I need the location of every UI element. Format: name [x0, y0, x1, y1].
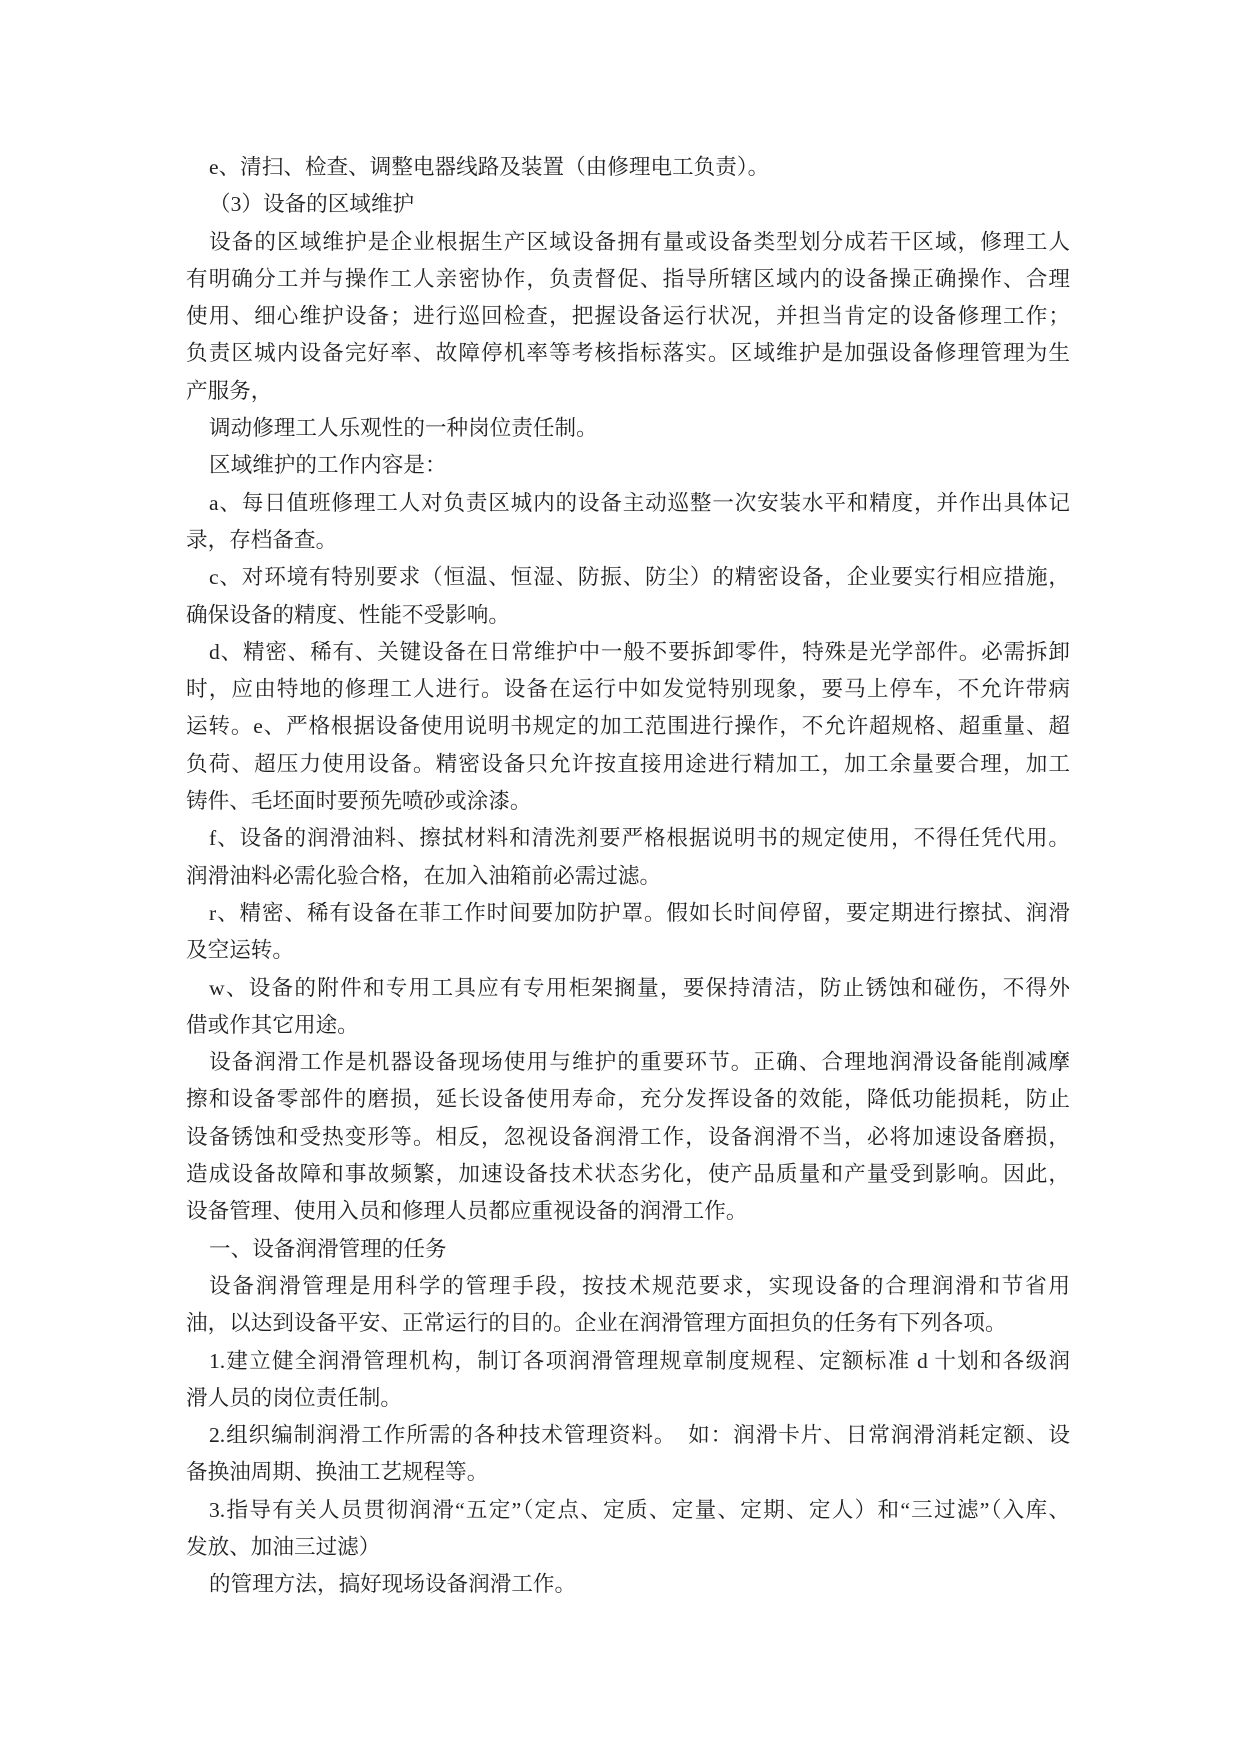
text-line: 润滑油料必需化验合格，在加入油箱前必需过滤。 — [186, 863, 662, 888]
text-line: 确保设备的精度、性能不受影响。 — [186, 602, 510, 627]
paragraph — [186, 149, 1070, 186]
text-line: 区域维护的工作内容是： — [209, 453, 447, 478]
paragraph — [186, 186, 1070, 223]
paragraph — [186, 970, 1070, 1045]
text-line: 运转。e、严格根据设备使用说明书规定的加工范围进行操作，不允许超规格、超重量、超 — [186, 714, 1070, 739]
text-line: 及空运转。 — [186, 938, 294, 963]
text-line: 油，以达到设备平安、正常运行的目的。企业在润滑管理方面担负的任务有下列各项。 — [186, 1311, 1007, 1336]
paragraph — [186, 1417, 1070, 1492]
text-line: 产服务， — [186, 378, 273, 403]
text-line: （3）设备的区域维护 — [209, 192, 415, 217]
text-line: 时，应由特地的修理工人进行。设备在运行中如发觉特别现象，要马上停车，不允许带病 — [186, 677, 1070, 702]
text-line: 的管理方法，搞好现场设备润滑工作。 — [209, 1572, 577, 1597]
text-line: 负荷、超压力使用设备。精密设备只允许按直接用途进行精加工，加工余量要合理，加工 — [186, 751, 1070, 776]
text-line: f、设备的润滑油料、擦拭材料和清洗剂要严格根据说明书的规定使用，不得任凭代用。 — [209, 826, 1070, 851]
text-line: 录，存档备查。 — [186, 527, 338, 552]
text-line: d、精密、稀有、关键设备在日常维护中一般不要拆卸零件，特殊是光学部件。必需拆卸 — [209, 639, 1070, 664]
text-line: 设备管理、使用入员和修理人员都应重视设备的润滑工作。 — [186, 1199, 748, 1224]
text-line: w、设备的附件和专用工具应有专用柜架搁量，要保持清洁，防止锈蚀和碰伤，不得外 — [209, 975, 1070, 1000]
text-line: 设备润滑管理是用科学的管理手段，按技术规范要求，实现设备的合理润滑和节省用 — [209, 1273, 1070, 1298]
paragraph — [186, 447, 1070, 484]
paragraph — [186, 559, 1070, 634]
text-line: 擦和设备零部件的磨损，延长设备使用寿命，充分发挥设备的效能，降低功能损耗，防止 — [186, 1087, 1070, 1112]
text-line: 3.指导有关人员贯彻润滑“五定”（定点、定质、定量、定期、定人）和“三过滤”（入库、 — [209, 1497, 1070, 1522]
text-line: 设备润滑工作是机器设备现场使用与维护的重要环节。正确、合理地润滑设备能削减摩 — [209, 1050, 1070, 1075]
paragraph — [186, 820, 1070, 895]
text-line: r、精密、稀有设备在菲工作时间要加防护罩。假如长时间停留，要定期进行擦拭、润滑 — [209, 900, 1070, 925]
text-line: 备换油周期、换油工艺规程等。 — [186, 1460, 489, 1485]
paragraph — [186, 1231, 1070, 1268]
text-line: 调动修理工人乐观性的一种岗位责任制。 — [209, 416, 598, 441]
text-line: 负责区城内设备完好率、故障停机率等考核指标落实。区域维护是加强设备修理管理为生 — [186, 341, 1070, 366]
text-line: 使用、细心维护设备；进行巡回检查，把握设备运行状况，并担当肯定的设备修理工作； — [186, 304, 1070, 329]
text-line: e、清扫、检查、调整电器线路及装置（由修理电工负责）。 — [209, 155, 770, 179]
text-line: 有明确分工并与操作工人亲密协作，负责督促、指导所辖区域内的设备操正确操作、合理 — [186, 266, 1070, 291]
paragraph — [186, 485, 1070, 560]
text-line: 借或作其它用途。 — [186, 1012, 359, 1037]
text-line: 一、设备润滑管理的任务 — [209, 1236, 447, 1261]
paragraph — [186, 634, 1070, 820]
text-line: 设备的区域维护是企业根据生产区域设备拥有量或设备类型划分成若干区域，修理工人 — [209, 229, 1070, 254]
document-text-body — [186, 149, 1070, 1604]
text-line: 设备锈蚀和受热变形等。相反，忽视设备润滑工作，设备润滑不当，必将加速设备磨损， — [186, 1124, 1070, 1149]
paragraph — [186, 895, 1070, 970]
text-line: a、每日值班修理工人对负责区城内的设备主动巡整一次安装水平和精度，并作出具体记 — [209, 490, 1070, 515]
text-line: 造成设备故障和事故频繁，加速设备技术状态劣化，使产品质量和产量受到影响。因此， — [186, 1162, 1070, 1187]
text-line: 滑人员的岗位责任制。 — [186, 1385, 402, 1410]
text-line: 2.组织编制润滑工作所需的各种技术管理资料。 如：润滑卡片、日常润滑消耗定额、设 — [209, 1423, 1070, 1448]
text-line: 铸件、毛坯面时要预先喷砂或涂漆。 — [186, 789, 532, 814]
paragraph — [186, 224, 1070, 410]
text-line: c、对环境有特别要求（恒温、恒湿、防振、防尘）的精密设备，企业要实行相应措施， — [209, 565, 1070, 590]
paragraph — [186, 1343, 1070, 1418]
paragraph — [186, 410, 1070, 447]
paragraph — [186, 1268, 1070, 1343]
paragraph — [186, 1044, 1070, 1230]
paragraph — [186, 1492, 1070, 1567]
text-line: 发放、加油三过滤） — [186, 1534, 381, 1559]
paragraph — [186, 1566, 1070, 1603]
text-line: 1.建立健全润滑管理机构，制订各项润滑管理规章制度规程、定额标准 d 十划和各级润 — [209, 1348, 1070, 1373]
